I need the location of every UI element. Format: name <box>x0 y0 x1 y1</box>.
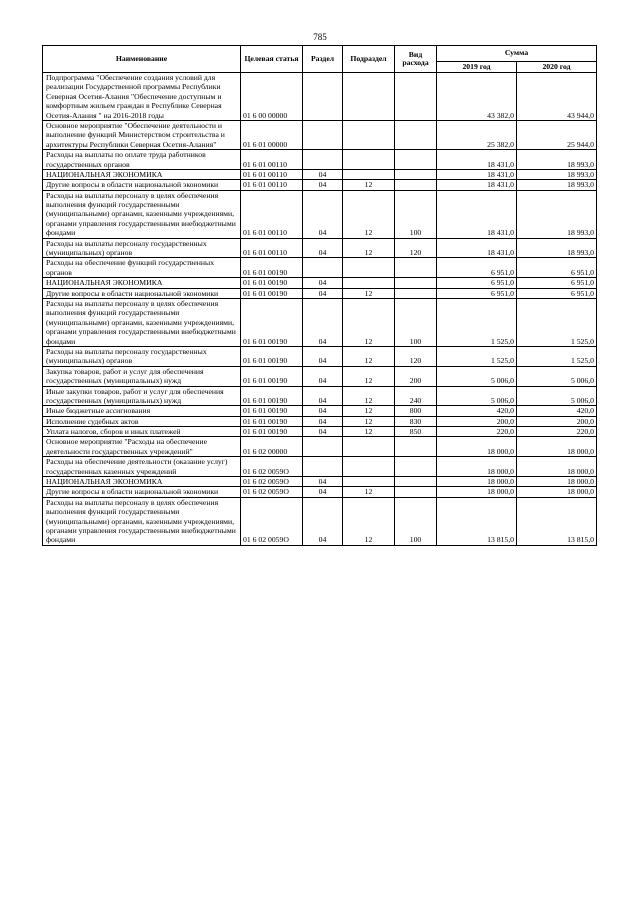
cell-2020: 25 944,0 <box>517 120 597 149</box>
cell-name: Расходы на выплаты персоналу государственных (муниципальных) органов <box>43 238 241 258</box>
cell-2019: 220,0 <box>437 427 517 437</box>
cell-name: Расходы на выплаты по оплате труда работников государственных органов <box>43 150 241 170</box>
cell-subsection: 12 <box>343 288 395 298</box>
cell-type <box>395 477 437 487</box>
cell-name: Расходы на выплаты персоналу в целях обеспечения выполнения функций государственными (муниципальными) органами, казенными учреждениями, органами управления государственными внебюджетными фондами <box>43 190 241 238</box>
cell-type <box>395 169 437 179</box>
table-row <box>43 366 597 386</box>
cell-type: 200 <box>395 366 437 386</box>
cell-2020: 6 951,0 <box>517 288 597 298</box>
cell-2020: 18 993,0 <box>517 190 597 238</box>
cell-target: 01 6 01 00000 <box>241 120 303 149</box>
cell-name: НАЦИОНАЛЬНАЯ ЭКОНОМИКА <box>43 477 241 487</box>
cell-name: Другие вопросы в области национальной экономики <box>43 180 241 190</box>
cell-section <box>303 457 343 477</box>
cell-type: 120 <box>395 238 437 258</box>
cell-name: НАЦИОНАЛЬНАЯ ЭКОНОМИКА <box>43 169 241 179</box>
cell-section: 04 <box>303 406 343 416</box>
cell-subsection <box>343 437 395 457</box>
cell-target: 01 6 00 00000 <box>241 73 303 121</box>
cell-2019: 18 431,0 <box>437 150 517 170</box>
cell-2020: 6 951,0 <box>517 278 597 288</box>
cell-2019: 1 525,0 <box>437 346 517 366</box>
cell-subsection <box>343 73 395 121</box>
cell-name: Другие вопросы в области национальной экономики <box>43 487 241 497</box>
cell-subsection: 12 <box>343 497 395 545</box>
cell-type: 830 <box>395 416 437 426</box>
cell-section: 04 <box>303 278 343 288</box>
table-row <box>43 238 597 258</box>
table-row <box>43 457 597 477</box>
cell-2020: 420,0 <box>517 406 597 416</box>
header-target: Целевая статья <box>241 46 303 73</box>
cell-name: НАЦИОНАЛЬНАЯ ЭКОНОМИКА <box>43 278 241 288</box>
cell-section: 04 <box>303 477 343 487</box>
cell-target: 01 6 02 0059О <box>241 497 303 545</box>
cell-subsection: 12 <box>343 406 395 416</box>
cell-target: 01 6 01 00110 <box>241 238 303 258</box>
cell-section: 04 <box>303 190 343 238</box>
cell-2020: 18 993,0 <box>517 169 597 179</box>
cell-subsection <box>343 457 395 477</box>
cell-section: 04 <box>303 366 343 386</box>
cell-name: Расходы на выплаты персоналу государственных (муниципальных) органов <box>43 346 241 366</box>
cell-name: Закупка товаров, работ и услуг для обеспечения государственных (муниципальных) нужд <box>43 366 241 386</box>
cell-type: 240 <box>395 386 437 406</box>
cell-subsection <box>343 477 395 487</box>
cell-type: 120 <box>395 346 437 366</box>
page-number: 785 <box>313 32 327 42</box>
cell-section: 04 <box>303 416 343 426</box>
cell-target: 01 6 01 00190 <box>241 427 303 437</box>
cell-section: 04 <box>303 497 343 545</box>
table-row <box>43 406 597 416</box>
cell-2019: 43 382,0 <box>437 73 517 121</box>
cell-target: 01 6 01 00110 <box>241 190 303 238</box>
cell-target: 01 6 01 00190 <box>241 366 303 386</box>
cell-2020: 5 006,0 <box>517 386 597 406</box>
table-row <box>43 190 597 238</box>
cell-type: 850 <box>395 427 437 437</box>
cell-section: 04 <box>303 238 343 258</box>
cell-type: 100 <box>395 298 437 346</box>
budget-table <box>42 45 597 546</box>
cell-2020: 5 006,0 <box>517 366 597 386</box>
table-row <box>43 298 597 346</box>
cell-section: 04 <box>303 346 343 366</box>
cell-subsection: 12 <box>343 190 395 238</box>
cell-type <box>395 437 437 457</box>
cell-target: 01 6 01 00190 <box>241 416 303 426</box>
cell-2020: 43 944,0 <box>517 73 597 121</box>
cell-subsection: 12 <box>343 298 395 346</box>
table-row <box>43 258 597 278</box>
cell-type <box>395 457 437 477</box>
table-row <box>43 477 597 487</box>
table-row <box>43 73 597 121</box>
cell-2019: 13 815,0 <box>437 497 517 545</box>
cell-name: Основное мероприятие "Обеспечение деятельности и выполнение функций Министерством строительства и архитектуры Республики Северная Осетия-Алания" <box>43 120 241 149</box>
cell-target: 01 6 01 00110 <box>241 169 303 179</box>
cell-target: 01 6 02 0059О <box>241 477 303 487</box>
cell-section: 04 <box>303 298 343 346</box>
table-row <box>43 120 597 149</box>
cell-name: Расходы на выплаты персоналу в целях обеспечения выполнения функций государственными (муниципальными) органами, казенными учреждениями, органами управления государственными внебюджетными фондами <box>43 298 241 346</box>
cell-subsection <box>343 169 395 179</box>
cell-type: 100 <box>395 497 437 545</box>
cell-2019: 25 382,0 <box>437 120 517 149</box>
cell-name: Иные бюджетные ассигнования <box>43 406 241 416</box>
cell-subsection <box>343 120 395 149</box>
cell-type <box>395 150 437 170</box>
cell-type <box>395 120 437 149</box>
cell-2020: 220,0 <box>517 427 597 437</box>
cell-target: 01 6 01 00190 <box>241 258 303 278</box>
cell-target: 01 6 01 00190 <box>241 278 303 288</box>
header-subsection: Подраздел <box>343 46 395 73</box>
cell-2019: 18 000,0 <box>437 487 517 497</box>
cell-2019: 420,0 <box>437 406 517 416</box>
table-row <box>43 427 597 437</box>
cell-target: 01 6 01 00190 <box>241 298 303 346</box>
header-2020: 2020 год <box>517 62 597 73</box>
cell-name: Расходы на выплаты персоналу в целях обеспечения выполнения функций государственными (муниципальными) органами, казенными учреждениями, органами управления государственными внебюджетными фондами <box>43 497 241 545</box>
header-name: Наименование <box>43 46 241 73</box>
table-body <box>43 73 597 546</box>
cell-2020: 1 525,0 <box>517 346 597 366</box>
cell-2020: 18 000,0 <box>517 487 597 497</box>
cell-name: Исполнение судебных актов <box>43 416 241 426</box>
table-row <box>43 288 597 298</box>
cell-2019: 18 431,0 <box>437 238 517 258</box>
cell-subsection: 12 <box>343 416 395 426</box>
cell-2019: 5 006,0 <box>437 386 517 406</box>
cell-2020: 18 000,0 <box>517 437 597 457</box>
cell-section: 04 <box>303 386 343 406</box>
table-header <box>43 46 597 73</box>
cell-subsection: 12 <box>343 346 395 366</box>
cell-2019: 18 431,0 <box>437 180 517 190</box>
header-sum: Сумма <box>437 46 597 62</box>
cell-2020: 18 000,0 <box>517 477 597 487</box>
cell-type <box>395 278 437 288</box>
cell-2019: 1 525,0 <box>437 298 517 346</box>
table-row <box>43 386 597 406</box>
cell-type <box>395 73 437 121</box>
cell-target: 01 6 02 0059О <box>241 487 303 497</box>
table-row <box>43 346 597 366</box>
cell-section <box>303 258 343 278</box>
header-type: Вид расхода <box>395 46 437 73</box>
cell-2019: 200,0 <box>437 416 517 426</box>
cell-name: Основное мероприятие "Расходы на обеспечение деятельности государственных учреждений" <box>43 437 241 457</box>
cell-name: Уплата налогов, сборов и иных платежей <box>43 427 241 437</box>
cell-target: 01 6 01 00110 <box>241 150 303 170</box>
cell-2020: 18 993,0 <box>517 150 597 170</box>
header-2019: 2019 год <box>437 62 517 73</box>
cell-target: 01 6 01 00190 <box>241 288 303 298</box>
cell-2019: 18 000,0 <box>437 437 517 457</box>
cell-subsection <box>343 278 395 288</box>
cell-section <box>303 73 343 121</box>
cell-subsection: 12 <box>343 180 395 190</box>
cell-2019: 18 431,0 <box>437 169 517 179</box>
cell-2019: 18 000,0 <box>437 477 517 487</box>
cell-subsection <box>343 258 395 278</box>
table-row <box>43 437 597 457</box>
cell-2020: 18 000,0 <box>517 457 597 477</box>
cell-type: 100 <box>395 190 437 238</box>
cell-section: 04 <box>303 180 343 190</box>
cell-2020: 13 815,0 <box>517 497 597 545</box>
cell-target: 01 6 02 00000 <box>241 437 303 457</box>
table-row <box>43 278 597 288</box>
cell-subsection: 12 <box>343 366 395 386</box>
header-section: Раздел <box>303 46 343 73</box>
table-row <box>43 150 597 170</box>
cell-target: 01 6 01 00190 <box>241 346 303 366</box>
cell-type: 800 <box>395 406 437 416</box>
cell-section: 04 <box>303 169 343 179</box>
cell-2019: 18 000,0 <box>437 457 517 477</box>
cell-section <box>303 120 343 149</box>
cell-name: Подпрограмма "Обеспечение создания условий для реализации Государственной программы Республики Северная Осетия-Алания "Обеспечение доступным и комфортным жильем граждан в Республике Северная Осетия-Алания " на 2016-2018 годы <box>43 73 241 121</box>
cell-section <box>303 150 343 170</box>
cell-type <box>395 487 437 497</box>
cell-name: Расходы на обеспечение деятельности (оказание услуг) государственных казенных учреждений <box>43 457 241 477</box>
cell-type <box>395 180 437 190</box>
cell-section: 04 <box>303 288 343 298</box>
cell-2019: 5 006,0 <box>437 366 517 386</box>
cell-2019: 6 951,0 <box>437 288 517 298</box>
cell-2020: 200,0 <box>517 416 597 426</box>
cell-2019: 6 951,0 <box>437 278 517 288</box>
table-row <box>43 416 597 426</box>
cell-subsection: 12 <box>343 238 395 258</box>
cell-name: Иные закупки товаров, работ и услуг для обеспечения государственных (муниципальных) нужд <box>43 386 241 406</box>
cell-target: 01 6 01 00190 <box>241 406 303 416</box>
cell-target: 01 6 01 00110 <box>241 180 303 190</box>
cell-2020: 18 993,0 <box>517 180 597 190</box>
cell-section: 04 <box>303 487 343 497</box>
table-row <box>43 180 597 190</box>
cell-2019: 6 951,0 <box>437 258 517 278</box>
cell-type <box>395 258 437 278</box>
cell-name: Расходы на обеспечение функций государственных органов <box>43 258 241 278</box>
table-row <box>43 497 597 545</box>
cell-target: 01 6 01 00190 <box>241 386 303 406</box>
cell-section: 04 <box>303 427 343 437</box>
cell-subsection: 12 <box>343 427 395 437</box>
cell-subsection: 12 <box>343 487 395 497</box>
cell-subsection: 12 <box>343 386 395 406</box>
cell-subsection <box>343 150 395 170</box>
cell-target: 01 6 02 0059О <box>241 457 303 477</box>
cell-2020: 1 525,0 <box>517 298 597 346</box>
cell-name: Другие вопросы в области национальной экономики <box>43 288 241 298</box>
cell-2020: 18 993,0 <box>517 238 597 258</box>
cell-2020: 6 951,0 <box>517 258 597 278</box>
cell-type <box>395 288 437 298</box>
table-row <box>43 169 597 179</box>
cell-2019: 18 431,0 <box>437 190 517 238</box>
cell-section <box>303 437 343 457</box>
table-row <box>43 487 597 497</box>
